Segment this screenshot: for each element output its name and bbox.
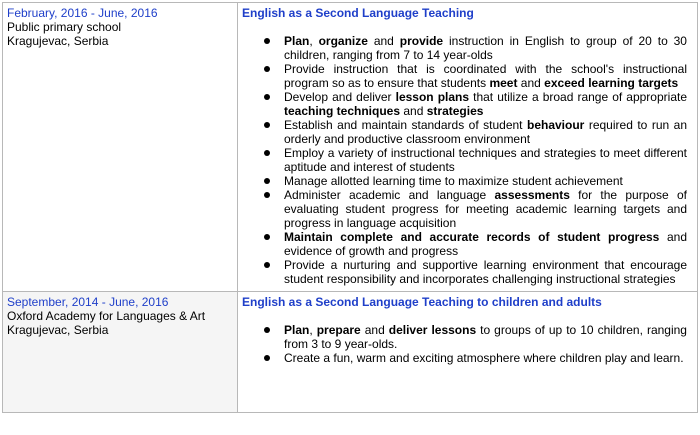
duty-text: Administer academic and language [284, 188, 495, 202]
bullet-icon [264, 94, 270, 100]
duty-emphasis: deliver lessons [388, 323, 477, 337]
duty-emphasis: lesson plans [395, 90, 470, 104]
experience-row [3, 292, 698, 413]
bullet-icon [264, 38, 270, 44]
duty-text: , [309, 323, 317, 337]
employer-name: Public primary school [7, 20, 122, 34]
job-location: Kragujevac, Serbia [7, 34, 109, 48]
experience-row [3, 3, 698, 292]
duty-text: and evidence of growth and progress [284, 230, 687, 258]
duty-item [242, 351, 687, 365]
resume-experience-table [2, 2, 698, 413]
duty-text: to groups of up to 10 children, ranging from 3 to 9 year-olds. [284, 323, 687, 351]
duty-item [242, 118, 687, 146]
bullet-icon [264, 234, 270, 240]
duty-item [242, 34, 687, 62]
bullet-icon [264, 66, 270, 72]
duty-emphasis: meet [489, 76, 518, 90]
duty-list [242, 34, 693, 286]
duty-emphasis: teaching techniques [284, 104, 401, 118]
duty-text: required to run an orderly and productive classroom environment [284, 118, 687, 146]
duty-emphasis: Plan [284, 323, 310, 337]
duty-text: Create a fun, warm and exciting atmosphere where children play and learn. [284, 351, 684, 365]
duty-text: and [367, 34, 400, 48]
duty-text: Employ a variety of instructional techniques and strategies to meet different aptitude and interest of students [284, 146, 687, 174]
bullet-icon [264, 178, 270, 184]
duty-emphasis: behaviour [527, 118, 585, 132]
duty-text: , [309, 34, 319, 48]
duty-emphasis: Plan [284, 34, 310, 48]
duty-emphasis: prepare [316, 323, 361, 337]
job-details-cell [238, 3, 698, 292]
duty-text: Provide instruction that is coordinated with the school's instructional program so as to ensure that students [284, 62, 687, 90]
job-title: English as a Second Language Teaching [242, 6, 474, 20]
job-title: English as a Second Language Teaching to children and adults [242, 295, 602, 309]
duty-item [242, 188, 687, 230]
duty-text: Manage allotted learning time to maximize student achievement [284, 174, 623, 188]
bullet-icon [264, 262, 270, 268]
duty-item [242, 230, 687, 258]
duty-item [242, 146, 687, 174]
duty-list [242, 323, 693, 365]
duty-emphasis: provide [399, 34, 444, 48]
duty-item [242, 258, 687, 286]
duty-text: and [400, 104, 427, 118]
duty-item [242, 323, 687, 351]
duty-text: Develop and deliver [284, 90, 396, 104]
duty-item [242, 62, 687, 90]
duty-text: for the purpose of evaluating student progress for meeting academic learning targets and progress in language acquisition [284, 188, 687, 230]
duty-emphasis: Maintain complete and accurate records of student progress [284, 230, 660, 244]
bullet-icon [264, 327, 270, 333]
job-details-cell [238, 292, 698, 413]
job-dates: February, 2016 - June, 2016 [7, 6, 158, 20]
duty-item [242, 174, 687, 188]
duty-text: Establish and maintain standards of student [284, 118, 527, 132]
duty-emphasis: organize [318, 34, 368, 48]
duty-item [242, 90, 687, 118]
employer-name: Oxford Academy for Languages & Art [7, 309, 206, 323]
bullet-icon [264, 122, 270, 128]
duty-emphasis: strategies [426, 104, 484, 118]
bullet-icon [264, 192, 270, 198]
duty-emphasis: exceed learning targets [544, 76, 679, 90]
job-dates: September, 2014 - June, 2016 [7, 295, 169, 309]
duty-text: and [360, 323, 389, 337]
duty-text: instruction in English to group of 20 to 30 children, ranging from 7 to 14 year-olds [284, 34, 687, 62]
job-meta-cell [3, 3, 238, 292]
bullet-icon [264, 355, 270, 361]
duty-text: that utilize a broad range of appropriate [469, 90, 687, 104]
bullet-icon [264, 150, 270, 156]
job-meta-cell [3, 292, 238, 413]
job-location: Kragujevac, Serbia [7, 323, 109, 337]
duty-text: and [517, 76, 545, 90]
duty-text: Provide a nurturing and supportive learning environment that encourage student responsibility and incorporates challenging instructional strategies [284, 258, 687, 286]
duty-emphasis: assessments [494, 188, 570, 202]
